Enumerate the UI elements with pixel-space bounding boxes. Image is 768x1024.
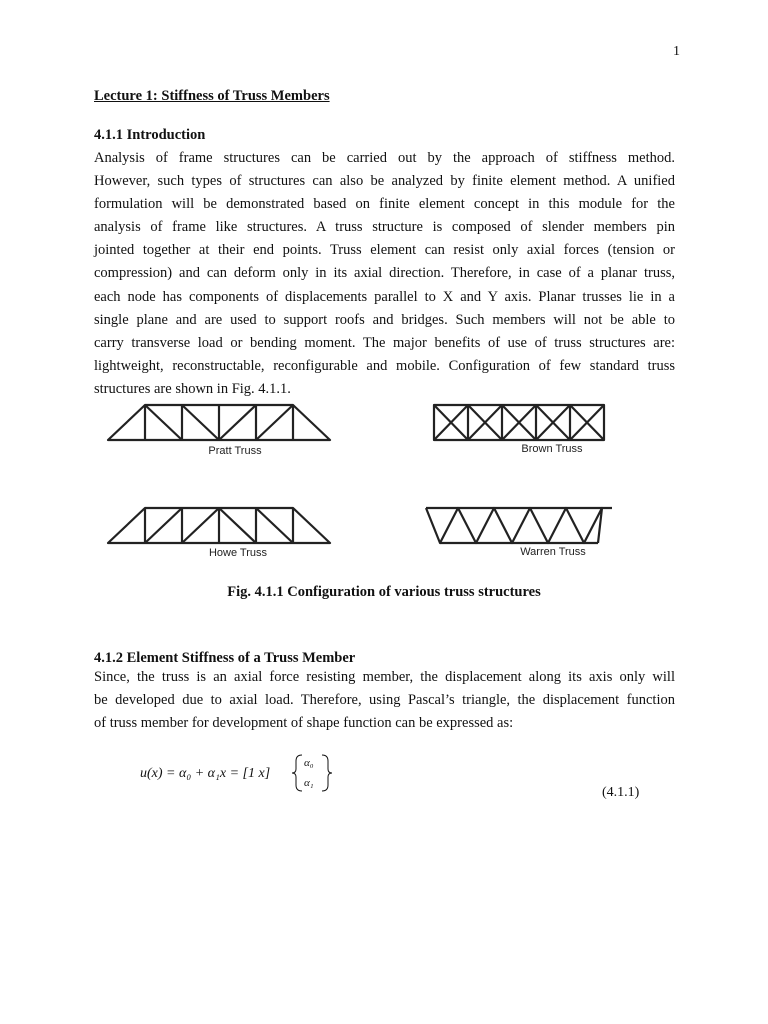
warren-truss-label: Warren Truss: [520, 546, 586, 558]
howe-truss-diagram: [108, 508, 330, 543]
text-line: be developed due to axial load. Therefore, using Pascal’s triangle, the displacement function: [94, 692, 675, 709]
vector-alpha-0: α₀: [304, 757, 314, 769]
figure-caption: Fig. 4.1.1 Configuration of various truss structures: [227, 584, 541, 600]
text-line: each node has components of displacements parallel to X and Y axis. Planar trusses lie in a: [94, 288, 675, 305]
text-line: formulation will be demonstrated based on finite element concept in this module for the: [94, 196, 675, 213]
introduction-paragraph: [94, 147, 675, 401]
section-heading-element-stiffness: 4.1.2 Element Stiffness of a Truss Member: [94, 650, 356, 666]
warren-truss-diagram: [426, 508, 612, 543]
page-number: 1: [673, 44, 680, 59]
brown-truss-diagram: [434, 405, 604, 440]
lecture-title: Lecture 1: Stiffness of Truss Members: [94, 88, 330, 104]
vector-alpha-1: α₁: [304, 777, 314, 789]
left-brace: [292, 755, 302, 791]
pratt-truss-label: Pratt Truss: [208, 445, 262, 457]
text-line: Since, the truss is an axial force resisting member, the displacement along its axis only will: [94, 669, 675, 685]
text-line: of truss member for development of shape function can be expressed as:: [94, 715, 514, 732]
text-line: single plane and are used to support roofs and bridges. Such members will not be able to: [94, 311, 675, 328]
pratt-truss-diagram: [108, 405, 330, 440]
equation-4-1-1: [140, 752, 350, 796]
text-line: Analysis of frame structures can be carried out by the approach of stiffness method.: [94, 150, 675, 166]
brown-truss-label: Brown Truss: [521, 443, 583, 455]
right-brace: [322, 755, 332, 791]
equation-number: (4.1.1): [602, 785, 640, 800]
text-line: analysis of frame like structures. A truss structure is composed of slender members pin: [94, 219, 675, 236]
howe-truss-label: Howe Truss: [208, 547, 268, 559]
truss-figure: [100, 395, 620, 570]
text-line: lightweight, reconstructable, reconfigurable and mobile. Configuration of few standard truss: [94, 357, 675, 374]
element-stiffness-paragraph: [94, 666, 675, 735]
equation-lhs: u(x) = α₀ + α₁x = [1 x]: [140, 766, 271, 781]
text-line: However, such types of structures can also be analyzed by finite element method. A unified: [94, 173, 675, 190]
text-line: structures are shown in Fig. 4.1.1.: [94, 380, 291, 397]
text-line: compression) and can deform only in its axial direction. Therefore, in case of a planar truss,: [94, 265, 675, 282]
section-heading-introduction: 4.1.1 Introduction: [94, 127, 206, 143]
text-line: jointed together at their end points. Truss element can resist only axial forces (tension or: [94, 242, 675, 259]
text-line: carry transverse load or bending moment. The major benefits of use of truss structures are:: [94, 334, 675, 351]
